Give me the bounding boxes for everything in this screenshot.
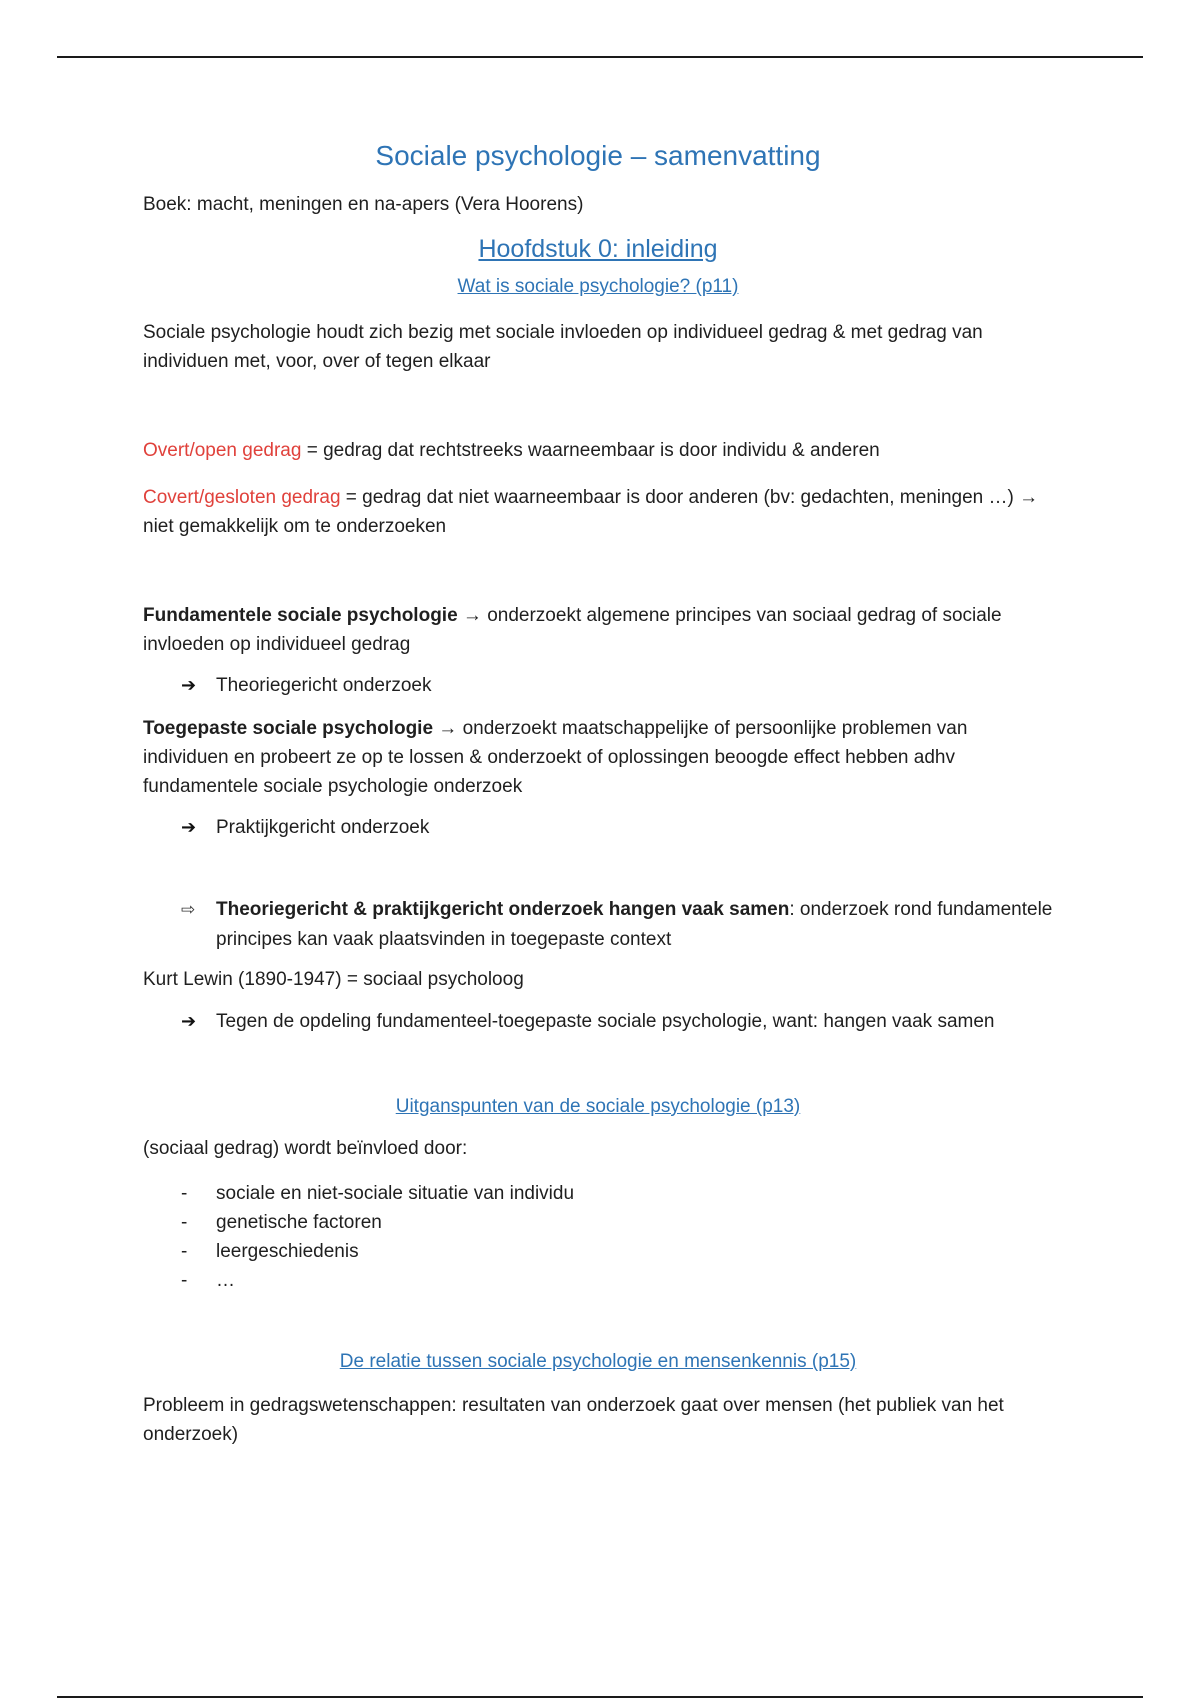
- section-heading-relatie: De relatie tussen sociale psychologie en mensenkennis (p15): [339, 1351, 857, 1372]
- bottom-rule: [57, 1696, 1143, 1698]
- covert-paragraph: [143, 483, 1053, 541]
- applied-definition: → onderzoekt maatschappelijke of persoonlijke problemen van individuen en probeert ze op te lossen & onderzoekt of oplossingen beoogde effect hebben adhv fundamentele sociale psychologie onderzoek: [143, 718, 968, 797]
- fundamental-arrow-item: [143, 671, 1053, 700]
- overt-definition: = gedrag dat rechtstreeks waarneembaar is door individu & anderen: [301, 440, 880, 461]
- covert-term: Covert/gesloten gedrag: [143, 487, 341, 508]
- arrow-right-icon: ➔: [181, 817, 197, 837]
- dash-bullet-icon: -: [181, 1241, 188, 1262]
- relatie-paragraph: Probleem in gedragswetenschappen: resultaten van onderzoek gaat over mensen (het publiek van het onderzoek): [143, 1395, 1004, 1445]
- together-bold: Theoriegericht & praktijkgericht onderzoek hangen vaak samen: [216, 899, 790, 920]
- list-item: - …: [143, 1266, 1053, 1295]
- hollow-arrow-right-icon: ⇨: [181, 900, 196, 919]
- together-item: [143, 895, 1053, 955]
- fundamental-term: Fundamentele sociale psychologie: [143, 605, 458, 626]
- overt-paragraph: [143, 436, 1053, 465]
- dash-bullet-icon: -: [181, 1183, 188, 1204]
- uitganspunten-list: [143, 1179, 1053, 1295]
- overt-term: Overt/open gedrag: [143, 440, 302, 461]
- applied-term: Toegepaste sociale psychologie: [143, 718, 434, 739]
- top-rule: [57, 56, 1143, 58]
- dash-bullet-icon: -: [181, 1270, 188, 1291]
- applied-arrow-item: [143, 813, 1053, 842]
- lewin-arrow-item: [143, 1007, 1053, 1036]
- definition-paragraph: Sociale psychologie houdt zich bezig met sociale invloeden op individueel gedrag & met gedrag van individuen met, voor, over of tegen elkaar: [143, 322, 983, 372]
- lewin-line: Kurt Lewin (1890-1947) = sociaal psycholoog: [143, 969, 524, 990]
- covert-definition: = gedrag dat niet waarneembaar is door anderen (bv: gedachten, meningen …) → niet gemakkelijk om te onderzoeken: [143, 487, 1039, 537]
- fundamental-definition: → onderzoekt algemene principes van sociaal gedrag of sociale invloeden op individueel gedrag: [143, 605, 1002, 655]
- section-heading-wat-is: Wat is sociale psychologie? (p11): [457, 276, 739, 297]
- list-item: - genetische factoren: [143, 1208, 1053, 1237]
- applied-paragraph: [143, 714, 1053, 801]
- list-item: - leergeschiedenis: [143, 1237, 1053, 1266]
- uitganspunten-intro: (sociaal gedrag) wordt beïnvloed door:: [143, 1138, 468, 1159]
- fundamental-paragraph: [143, 601, 1053, 659]
- lewin-arrow-text: Tegen de opdeling fundamenteel-toegepaste sociale psychologie, want: hangen vaak samen: [216, 1011, 995, 1032]
- book-line: Boek: macht, meningen en na-apers (Vera Hoorens): [143, 194, 584, 215]
- section-heading-uitganspunten: Uitganspunten van de sociale psychologie (p13): [395, 1096, 801, 1117]
- fundamental-arrow-text: Theoriegericht onderzoek: [216, 675, 432, 696]
- arrow-right-icon: ➔: [181, 1011, 197, 1031]
- applied-arrow-text: Praktijkgericht onderzoek: [216, 817, 430, 838]
- document-page: [143, 140, 1053, 1449]
- together-rest: : onderzoek rond fundamentele principes kan vaak plaatsvinden in toegepaste context: [216, 899, 1053, 950]
- arrow-right-icon: ➔: [181, 675, 197, 695]
- chapter-heading: Hoofdstuk 0: inleiding: [478, 235, 718, 263]
- dash-bullet-icon: -: [181, 1212, 188, 1233]
- document-title: Sociale psychologie – samenvatting: [375, 140, 821, 171]
- list-item: - sociale en niet-sociale situatie van individu: [143, 1179, 1053, 1208]
